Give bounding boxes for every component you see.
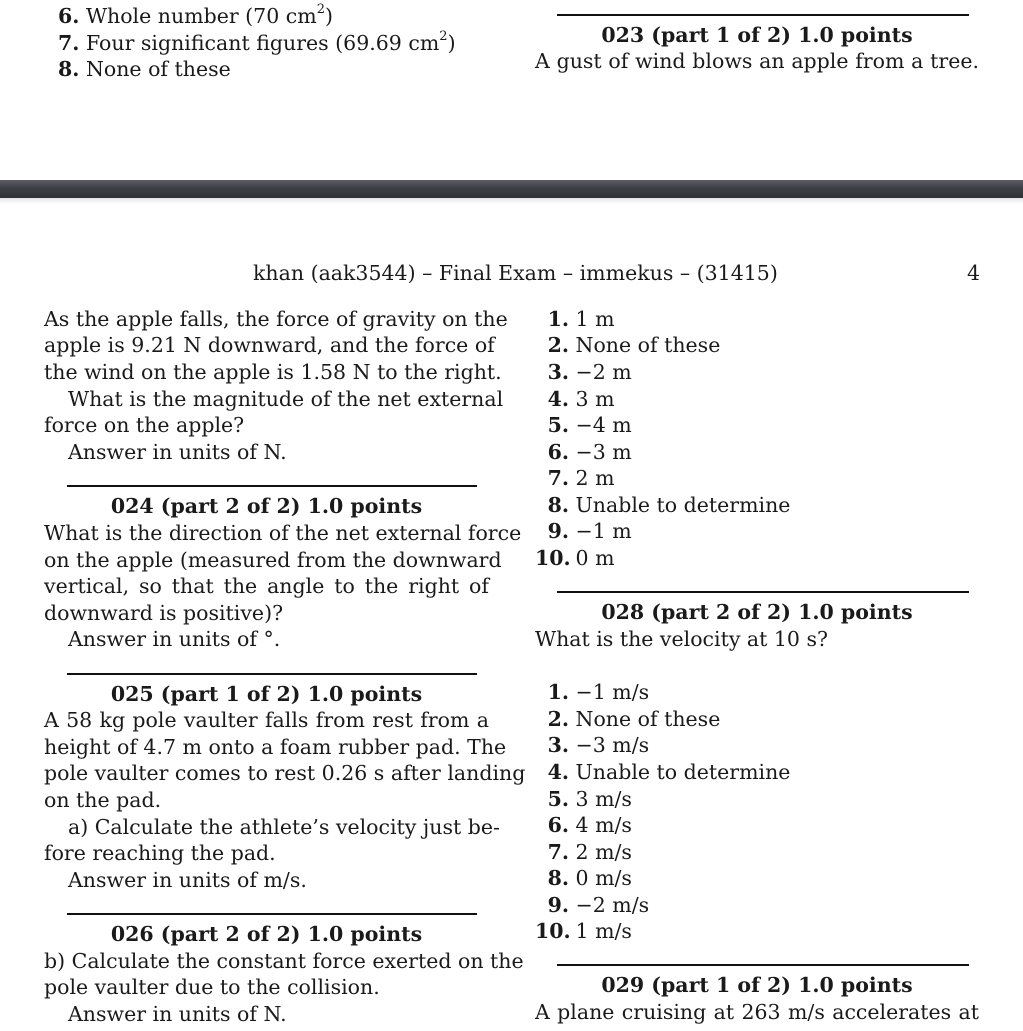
choice-item: 1. 1 m	[547, 307, 615, 331]
question-line: a) Calculate the athlete’s velocity just be-	[68, 815, 500, 839]
question-028-heading: 028 (part 2 of 2) 1.0 points	[601, 600, 913, 624]
question-029-text: A plane cruising at 263 m/s accelerates at	[535, 1000, 979, 1024]
answer-units: Answer in units of N.	[68, 440, 287, 464]
choice-item: 8. 0 m/s	[547, 866, 632, 890]
question-028-text: What is the velocity at 10 s?	[535, 627, 829, 651]
question-line: A 58 kg pole vaulter falls from rest from a	[44, 708, 489, 732]
choice-item: 5. −4 m	[547, 413, 632, 437]
choice-7: 7. Four significant figures (69.69 $cm^2$)	[58, 29, 456, 55]
question-line: force on the apple?	[44, 413, 245, 437]
question-023-text: A gust of wind blows an apple from a tree.	[535, 49, 979, 73]
question-024-heading: 024 (part 2 of 2) 1.0 points	[110, 494, 423, 518]
page-gap	[0, 180, 1023, 198]
question-025-heading: 025 (part 1 of 2) 1.0 points	[110, 682, 423, 706]
page-header-title: khan (aak3544) – Final Exam – immekus – (31415)	[253, 261, 778, 285]
question-026-heading: 026 (part 2 of 2) 1.0 points	[110, 922, 423, 946]
choice-item: 8. Unable to determine	[547, 493, 791, 517]
question-line: downward is positive)?	[44, 601, 284, 625]
question-line: pole vaulter comes to rest 0.26 s after landing	[44, 761, 526, 785]
choice-item: 10. 1 m/s	[535, 919, 632, 943]
answer-units: Answer in units of N.	[68, 1002, 287, 1026]
paragraph-line: the wind on the apple is 1.58 N to the right.	[44, 360, 502, 384]
choice-item: 3. −2 m	[547, 360, 632, 384]
choice-item: 7. 2 m	[547, 466, 615, 490]
question-divider	[67, 673, 477, 675]
choice-item: 7. 2 m/s	[547, 840, 632, 864]
answer-units: Answer in units of m/s.	[68, 868, 307, 892]
question-line: What is the direction of the net external force	[44, 521, 522, 545]
question-line: on the pad.	[44, 788, 162, 812]
previous-page-fragment	[0, 0, 1023, 180]
question-023-heading: 023 (part 1 of 2) 1.0 points	[601, 23, 913, 47]
page-number: 4	[967, 261, 981, 285]
choice-6: 6. Whole number (70 $cm^2$)	[58, 2, 333, 28]
choice-item: 3. −3 m/s	[547, 733, 650, 757]
question-divider	[557, 14, 969, 16]
question-divider	[67, 913, 477, 915]
question-divider	[557, 591, 969, 593]
question-line: vertical, so that the angle to the right of	[44, 574, 489, 598]
choice-item: 4. 3 m	[547, 387, 615, 411]
exam-page	[0, 198, 1023, 1031]
choice-item: 6. 4 m/s	[547, 813, 632, 837]
paragraph-line: apple is 9.21 N downward, and the force of	[44, 333, 495, 357]
question-line: What is the magnitude of the net external	[68, 387, 504, 411]
choice-8: 8. None of these	[58, 57, 231, 81]
question-029-heading: 029 (part 1 of 2) 1.0 points	[601, 973, 913, 997]
question-line: b) Calculate the constant force exerted on the	[44, 949, 524, 973]
paragraph-line: As the apple falls, the force of gravity on the	[44, 307, 508, 331]
question-divider	[67, 485, 477, 487]
question-line: fore reaching the pad.	[44, 841, 276, 865]
choice-item: 1. −1 m/s	[547, 680, 650, 704]
choice-item: 10. 0 m	[535, 546, 615, 570]
question-line: pole vaulter due to the collision.	[44, 975, 380, 999]
choice-item: 6. −3 m	[547, 440, 632, 464]
choice-item: 2. None of these	[547, 333, 721, 357]
choice-item: 9. −2 m/s	[547, 893, 650, 917]
choice-item: 5. 3 m/s	[547, 787, 632, 811]
choice-item: 4. Unable to determine	[547, 760, 791, 784]
choice-item: 9. −1 m	[547, 519, 632, 543]
question-divider	[557, 964, 969, 966]
question-line: height of 4.7 m onto a foam rubber pad. The	[44, 735, 507, 759]
choice-item: 2. None of these	[547, 707, 721, 731]
answer-units: Answer in units of °.	[68, 627, 281, 651]
question-line: on the apple (measured from the downward	[44, 548, 502, 572]
